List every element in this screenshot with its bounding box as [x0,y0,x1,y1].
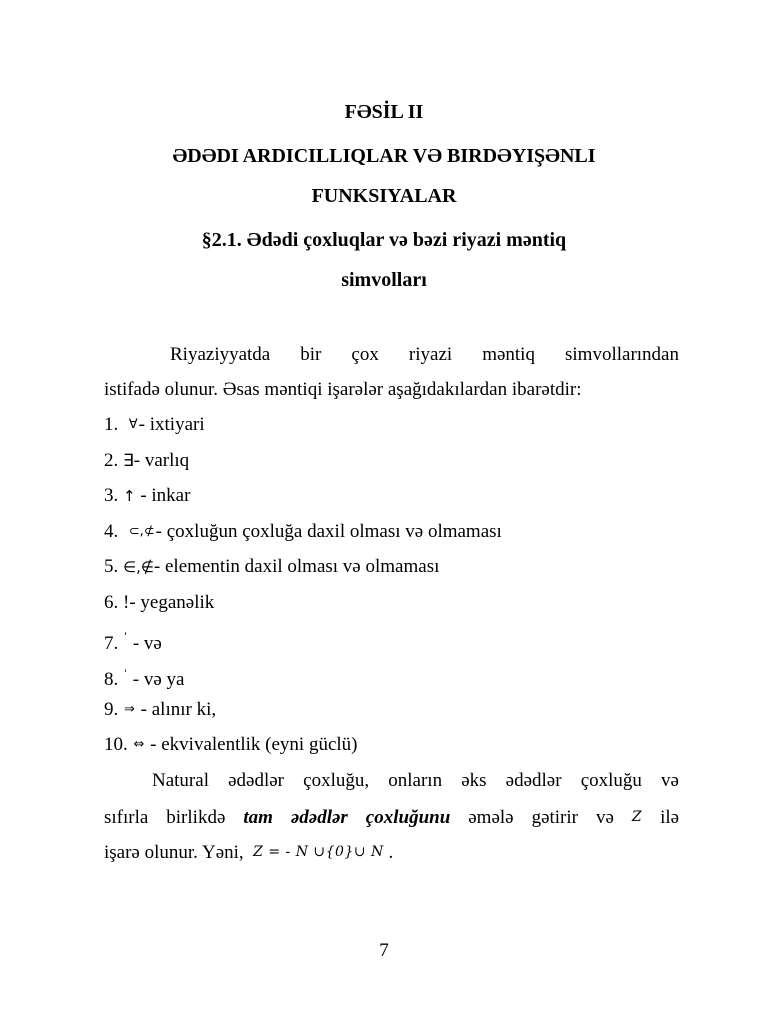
item-number: 3. [104,485,119,506]
list-item [104,662,679,692]
natural-line2: sıfırla birlikdə tam ədədlər çoxluğunu əmələ gətirir və Z ilə [104,807,680,828]
exists-symbol: ∃ [123,451,134,471]
chapter-title-line2: FUNKSIYALAR [311,185,457,207]
chapter-label: FƏSİL II [344,101,424,123]
integers-term: tam ədədlər çoxluğunu [243,807,451,828]
list-item [104,484,679,508]
page-number: 7 [379,940,389,961]
item-number: 1. [104,414,119,435]
item-text: - yeganəlik [129,592,215,613]
natural-line1: Natural ədədlər çoxluğu, onların əks ədədlər çoxluğu və [152,770,679,791]
item-text: - inkar [140,485,191,506]
list-item [104,449,679,473]
item-text: - varlıq [133,450,190,471]
intro-line2: istifadə olunur. Əsas məntiqi işarələr aşağıdakılardan ibarətdir: [104,379,582,400]
section-title-line1: §2.1. Ədədi çoxluqlar və bəzi riyazi məntiq [201,229,567,251]
list-item [104,733,679,757]
list-item [104,555,679,579]
item-number: 9. [104,699,119,720]
equivalence-symbol: ⇔ [133,737,145,752]
negation-symbol: ↑ [123,487,136,505]
element-of-symbol: ∈,∉ [123,558,154,576]
list-item [104,626,679,656]
item-text: - ekvivalentlik (eyni güclü) [150,734,358,755]
forall-symbol: ∀ [128,417,138,432]
list-item [104,520,679,544]
subset-symbol: ⊂,⊄ [128,524,155,539]
item-text: - və ya [132,669,185,690]
item-text: - və [132,633,162,654]
item-text: - elementin daxil olması və olmaması [153,556,440,577]
or-symbol: ˈ [124,667,128,680]
and-symbol: ʹ [124,631,128,644]
list-item [104,413,679,437]
item-number: 8. [104,669,119,690]
item-text: - ixtiyari [138,414,205,435]
item-number: 7. [104,633,119,654]
item-number: 10. [104,734,128,755]
item-number: 5. [104,556,119,577]
natural-line3: işarə olunur. Yəni, Z = - N ∪{0}∪ N . [104,842,394,863]
uniqueness-symbol: ! [123,592,130,613]
integers-symbol: Z [631,809,643,825]
chapter-title-line1: ƏDƏDI ARDICILLIQLAR VƏ BIRDƏYIŞƏNLI [172,145,596,167]
list-item [104,591,679,615]
item-number: 6. [104,592,119,613]
section-title-line2: simvolları [341,269,427,291]
intro-line1: Riyaziyyatda bir çox riyazi məntiq simvollarından [170,344,679,365]
implies-symbol: ⇒ [124,702,135,717]
integers-formula: Z = - N ∪{0}∪ N [253,844,384,860]
item-text: - alınır ki, [140,699,217,720]
item-number: 2. [104,450,119,471]
list-item [104,698,679,722]
item-text: - çoxluğun çoxluğa daxil olması və olmaması [155,521,502,542]
item-number: 4. [104,521,119,542]
